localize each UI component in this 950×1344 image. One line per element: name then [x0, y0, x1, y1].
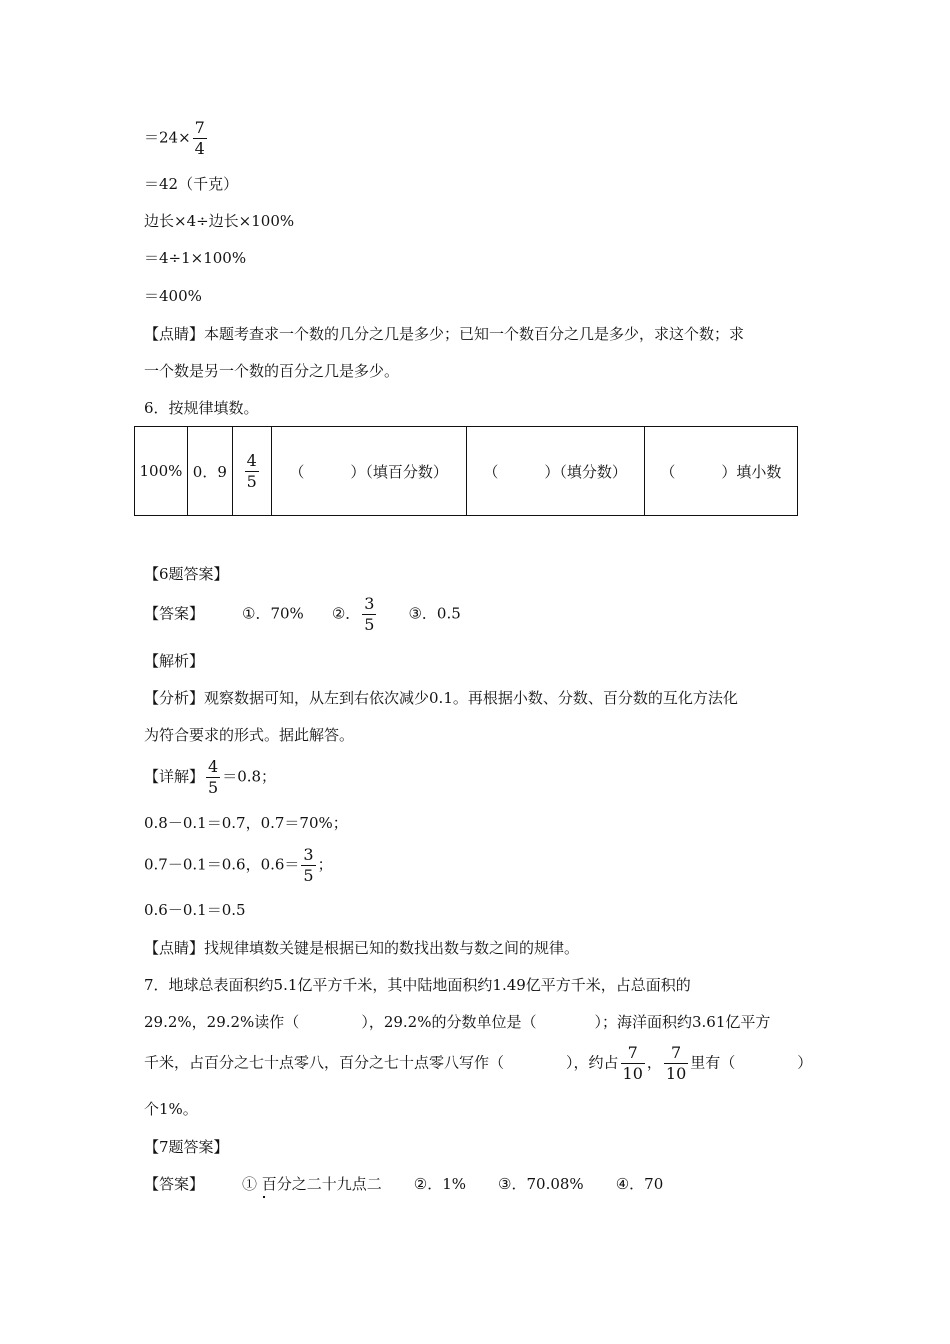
- fraction-denominator: 10: [665, 1064, 687, 1083]
- fraction-numerator: 3: [303, 845, 314, 864]
- q6-comment: 【点睛】找规律填数关键是根据已知的数找出数与数之间的规律。: [144, 939, 580, 957]
- q6-answer-line: [144, 594, 461, 635]
- answer-3: ③．70.08%: [498, 1175, 584, 1193]
- blank-close: ）填小数: [721, 462, 782, 481]
- fraction-numerator: 3: [364, 594, 375, 613]
- cell-100-percent: 100%: [135, 427, 188, 516]
- cell-fill-fraction: [466, 427, 644, 516]
- cell-fill-percent: [271, 427, 466, 516]
- fraction-3-5: [301, 845, 315, 886]
- fraction-7-4: [193, 118, 207, 159]
- q7-line-3: [144, 1043, 812, 1084]
- cell-0-9: 0．9: [187, 427, 232, 516]
- step-3-prefix: 0.7－0.1＝0.6，0.6＝: [144, 855, 300, 874]
- answer-1: ① 百分之二十九点二: [242, 1175, 382, 1193]
- calc-line-1: [144, 118, 209, 159]
- detail-result: ＝0.8；: [222, 767, 277, 786]
- table-row: [135, 427, 798, 516]
- fraction-numerator: 4: [246, 450, 257, 470]
- calc-line-3: 边长×4÷边长×100%: [144, 212, 295, 230]
- q6-detail-line: [144, 757, 276, 798]
- fraction-denominator: 4: [194, 139, 205, 158]
- fraction-7-10: [621, 1043, 645, 1084]
- q7-text: ）: [797, 1053, 813, 1072]
- q7-text: ），29.2%的分数单位是（: [361, 1013, 537, 1031]
- q6-answer-header: 【6题答案】: [144, 565, 229, 583]
- fraction-numerator: 7: [664, 1043, 688, 1064]
- q6-fenxi-line-2: 为符合要求的形式。据此解答。: [144, 726, 355, 744]
- cell-fill-decimal: [644, 427, 797, 516]
- fraction-4-5: [206, 757, 220, 798]
- q7-text: ，: [646, 1053, 662, 1072]
- calc-line-5: ＝400%: [144, 287, 202, 305]
- answer-2: ②．1%: [413, 1175, 467, 1193]
- fraction-numerator: 7: [621, 1043, 645, 1064]
- q7-line-4: 个1%。: [144, 1100, 198, 1118]
- q7-answer-line: [144, 1174, 663, 1194]
- q7-answer-header: 【7题答案】: [144, 1138, 229, 1156]
- calc-line-2: ＝42（千克）: [144, 175, 239, 193]
- comment-q5-line-2: 一个数是另一个数的百分之几是多少。: [144, 362, 400, 380]
- q7-text: ），约占: [566, 1053, 619, 1072]
- comment-q5-line-1: 【点睛】本题考查求一个数的几分之几是多少；已知一个数百分之几是多少，求这个数；求: [144, 325, 745, 343]
- q7-line-2: [144, 1012, 770, 1032]
- fraction-numerator: 7: [194, 118, 205, 137]
- fraction-7-10: [664, 1043, 688, 1084]
- answer-label: 【答案】: [144, 1175, 205, 1193]
- q6-pattern-table: [134, 426, 798, 516]
- blank-open: （: [289, 462, 305, 481]
- fraction-numerator: 4: [208, 757, 219, 776]
- blank-open: （: [660, 462, 676, 481]
- answer-1: ①．70%: [242, 604, 304, 623]
- fraction-3-5: [362, 594, 376, 635]
- q7-text: 29.2%，29.2%读作（: [144, 1013, 300, 1031]
- fraction-denominator: 5: [208, 778, 219, 797]
- q6-fenxi-line-1: 【分析】观察数据可知，从左到右依次减少0.1。再根据小数、分数、百分数的互化方法化: [144, 689, 738, 707]
- blank-open: （: [483, 462, 499, 481]
- q7-line-1: 7．地球总表面积约5.1亿平方千米，其中陆地面积约1.49亿平方千米，占总面积的: [144, 976, 691, 994]
- q6-analysis-label: 【解析】: [144, 652, 205, 670]
- answer-4: ④．70: [615, 1175, 664, 1193]
- q7-text: 千米，占百分之七十点零八，百分之七十点零八写作（: [144, 1053, 505, 1072]
- answer-label: 【答案】: [144, 604, 205, 623]
- fraction-4-5: [245, 451, 259, 492]
- fraction-denominator: 5: [246, 471, 257, 491]
- q7-text: 里有（: [690, 1053, 736, 1072]
- answer-3: ③．0.5: [408, 604, 461, 623]
- q6-step-4: 0.6－0.1＝0.5: [144, 901, 246, 919]
- answer-2-prefix: ②．: [331, 604, 361, 623]
- blank-close: ）（填分数）: [544, 462, 627, 481]
- step-3-suffix: ；: [317, 855, 333, 874]
- cell-fraction-4-5: [232, 427, 271, 516]
- fraction-denominator: 5: [364, 615, 375, 634]
- q7-text: ）；海洋面积约3.61亿平方: [594, 1013, 771, 1031]
- calc-line-4: ＝4÷1×100%: [144, 249, 247, 267]
- stray-dot: [263, 1196, 265, 1198]
- fraction-denominator: 10: [622, 1064, 643, 1083]
- q6-title: 6．按规律填数。: [144, 399, 259, 417]
- calc-line-1-prefix: ＝24×: [144, 128, 191, 147]
- q6-step-2: 0.8－0.1＝0.7，0.7＝70%；: [144, 814, 348, 832]
- blank-close: ）（填百分数）: [350, 462, 448, 481]
- q6-step-3: [144, 845, 333, 886]
- detail-label: 【详解】: [144, 767, 205, 786]
- fraction-denominator: 5: [303, 866, 314, 885]
